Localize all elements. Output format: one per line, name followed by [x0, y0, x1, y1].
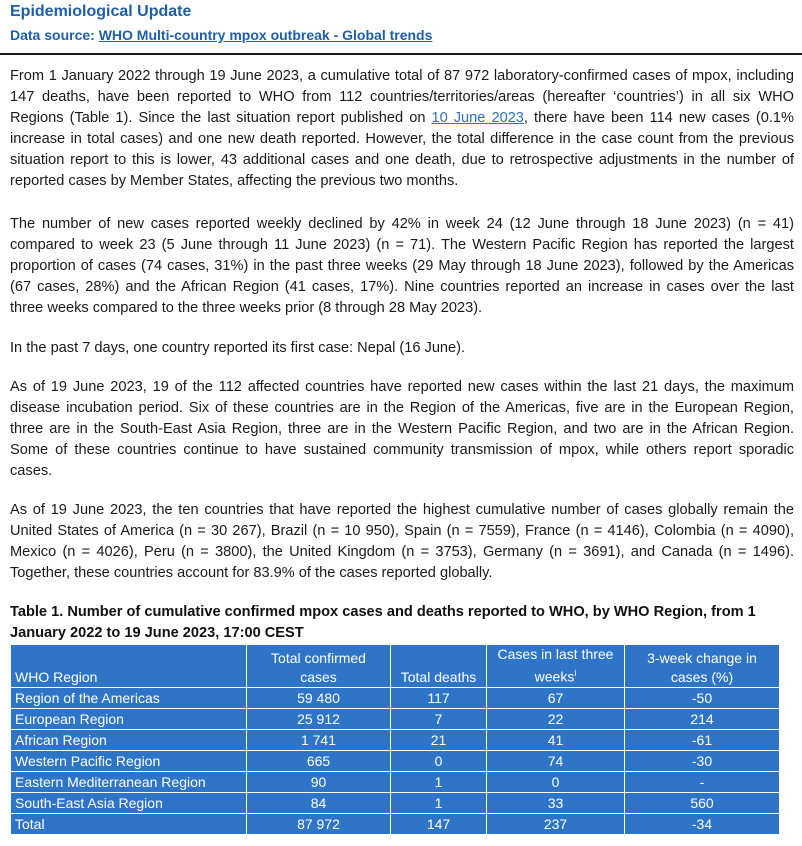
cell-total-cases: 1 741 — [247, 729, 391, 750]
cell-total-cases: 87 972 — [247, 813, 391, 834]
cell-region: South-East Asia Region — [11, 792, 247, 813]
footnote-marker: i — [574, 668, 577, 678]
table-row — [11, 750, 780, 771]
cell-total-deaths: 1 — [391, 771, 487, 792]
cell-total-deaths: 117 — [391, 687, 487, 708]
cell-recent-cases: 0 — [487, 771, 625, 792]
situation-report-link[interactable]: 10 June 2023 — [431, 110, 524, 126]
cell-region: Western Pacific Region — [11, 750, 247, 771]
cell-region: Total — [11, 813, 247, 834]
cell-recent-cases: 41 — [487, 729, 625, 750]
cell-recent-cases: 22 — [487, 708, 625, 729]
cell-change: -34 — [625, 813, 780, 834]
cell-region: Eastern Mediterranean Region — [11, 771, 247, 792]
cell-change: 214 — [625, 708, 780, 729]
paragraph-summary-text-b: , there have been 114 new cases (0.1% increase in total cases) and one new death reported. However, the total difference in the case count from the previous situation report to this is lower, 43 additional cases and one death, due to retrospective adjustments in the number of reported cases by Member States, affecting the previous two months. — [10, 110, 794, 189]
cell-recent-cases: 67 — [487, 687, 625, 708]
cell-region: African Region — [11, 729, 247, 750]
cell-total-deaths: 0 — [391, 750, 487, 771]
paragraph-top-countries: As of 19 June 2023, the ten countries that have reported the highest cumulative number of cases globally remain the United States of America (n = 30 267), Brazil (n = 10 950), Spain (n = 7559), France (n = 4146), Colombia (n = 4090), Mexico (n = 4026), Peru (n = 3800), the United Kingdom (n = 3753), Germany (n = 3691), and Canada (n = 1496). Together, these countries account for 83.9% of the cases reported globally. — [10, 502, 794, 581]
paragraph-new-country: In the past 7 days, one country reported its first case: Nepal (16 June). — [10, 340, 466, 356]
cell-recent-cases: 237 — [487, 813, 625, 834]
data-source-line — [10, 27, 432, 43]
cell-region: European Region — [11, 708, 247, 729]
table-row-total — [11, 813, 780, 834]
cell-change: 560 — [625, 792, 780, 813]
cell-change: - — [625, 771, 780, 792]
cell-change: -30 — [625, 750, 780, 771]
column-header-recent-cases-label: Cases in last three weeks — [497, 646, 614, 685]
cell-total-deaths: 147 — [391, 813, 487, 834]
region-summary-table — [10, 644, 780, 835]
table-row — [11, 792, 780, 813]
paragraph-recent-cases: As of 19 June 2023, 19 of the 112 affected countries have reported new cases within the last 21 days, the maximum disease incubation period. Six of these countries are in the Region of the Americas, five are in the European Region, three are in the South-East Asia Region, three are in the Western Pacific Region, and two are in the African Region. Some of these countries continue to have sustained community transmission of mpox, while others report sporadic cases. — [10, 379, 794, 479]
cell-recent-cases: 33 — [487, 792, 625, 813]
column-header-total-deaths: Total deaths — [391, 645, 487, 688]
data-source-label: Data source: — [10, 27, 99, 43]
table-row — [11, 708, 780, 729]
cell-total-cases: 665 — [247, 750, 391, 771]
cell-change: -50 — [625, 687, 780, 708]
column-header-region: WHO Region — [11, 645, 247, 688]
cell-total-deaths: 21 — [391, 729, 487, 750]
table-caption: Table 1. Number of cumulative confirmed mpox cases and deaths reported to WHO, by WHO Region, from 1 January 2022 to 19 June 2023, 17:00 CEST — [10, 604, 756, 641]
table-row — [11, 687, 780, 708]
cell-total-deaths: 1 — [391, 792, 487, 813]
paragraph-weekly-trend: The number of new cases reported weekly declined by 42% in week 24 (12 June through 18 June 2023) (n = 41) compared to week 23 (5 June through 11 June 2023) (n = 71). The Western Pacific Region has reported the largest proportion of cases (74 cases, 31%) in the past three weeks (29 May through 18 June 2023), followed by the Americas (67 cases, 28%) and the African Region (41 cases, 17%). Nine countries reported an increase in cases over the last three weeks compared to the three weeks prior (8 through 28 May 2023). — [10, 216, 794, 316]
column-header-change: 3-week change in cases (%) — [625, 645, 780, 688]
header-divider — [0, 53, 802, 55]
cell-total-cases: 59 480 — [247, 687, 391, 708]
paragraph-summary-text-a: From 1 January 2022 through 19 June 2023, a cumulative total of 87 972 laboratory-confirmed cases of mpox, including 147 deaths, have been reported to WHO from 112 countries/territories/areas (hereafter ‘countries’) in all six WHO Regions (Table 1). Since the last situation report published on — [10, 68, 794, 126]
table-row — [11, 729, 780, 750]
paragraph-summary — [10, 66, 794, 192]
cell-total-deaths: 7 — [391, 708, 487, 729]
table-row — [11, 771, 780, 792]
column-header-total-cases: Total confirmed cases — [247, 645, 391, 688]
cell-change: -61 — [625, 729, 780, 750]
cell-recent-cases: 74 — [487, 750, 625, 771]
data-source-link[interactable]: WHO Multi-country mpox outbreak - Global trends — [98, 27, 433, 43]
page-title: Epidemiological Update — [10, 3, 192, 20]
cell-total-cases: 90 — [247, 771, 391, 792]
table-header-row — [11, 645, 780, 688]
cell-total-cases: 25 912 — [247, 708, 391, 729]
cell-total-cases: 84 — [247, 792, 391, 813]
column-header-recent-cases — [487, 645, 625, 688]
cell-region: Region of the Americas — [11, 687, 247, 708]
